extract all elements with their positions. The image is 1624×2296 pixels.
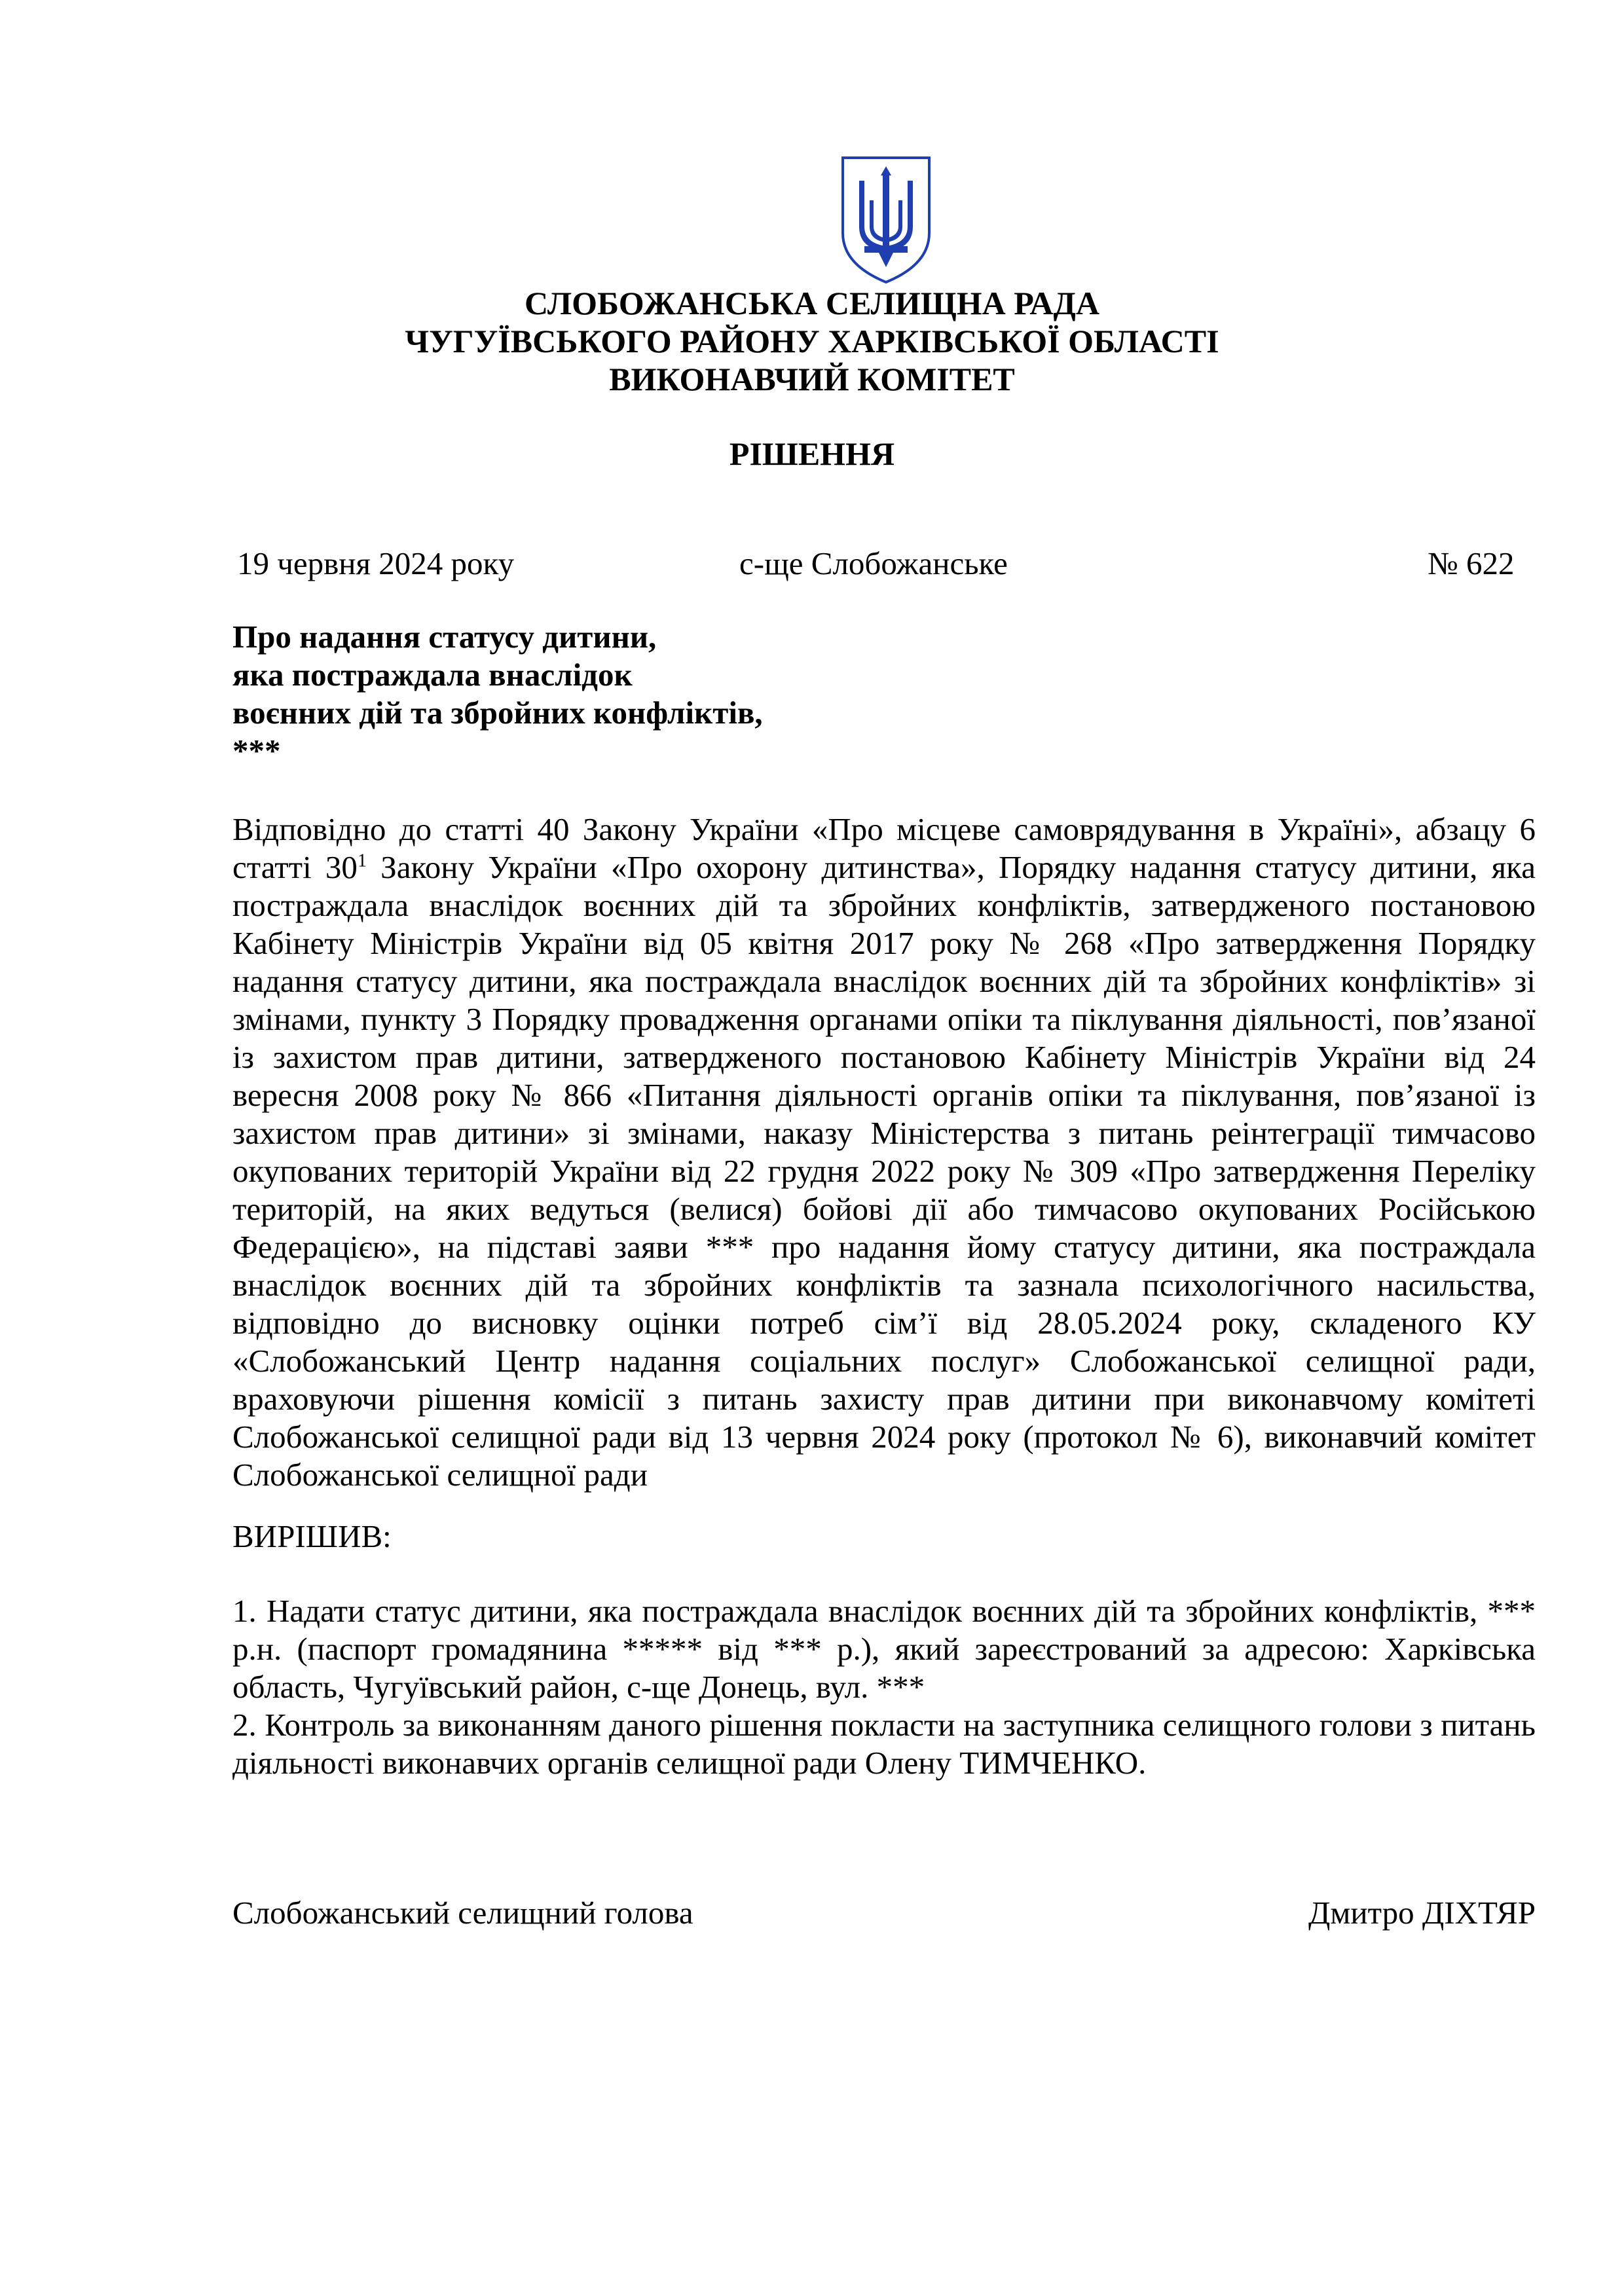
document-type: РІШЕННЯ [729,435,895,472]
decision-label: ВИРІШИВ: [232,1518,392,1554]
title-line-4: *** [232,733,281,769]
document-place: с-ще Слобожанське [739,545,1008,581]
preamble-part-2: Закону України «Про охорону дитинства», Порядку надання статусу дитини, яка постраждала внаслідок воєнних дій та збройних конфліктів, затвердженого постановою Кабінету Міністрів України від 05 квітня 2017 року № 268 «Про затвердження Порядку надання статусу дитини, яка постраждала внаслідок воєнних дій та збройних конфліктів» зі змінами, пункту 3 Порядку провадження органами опіки та піклування діяльності, пов’язаної із захистом прав дитини, затвердженого постановою Кабінету Міністрів України від 24 вересня 2008 року № 866 «Питання діяльності органів опіки та піклування, пов’язаної із захистом прав дитини» зі змінами, наказу Міністерства з питань реінтеграції тимчасово окупованих територій України від 22 грудня 2022 року № 309 «Про затвердження Переліку територій, на яких ведуться (велися) бойові дії або тимчасово окупованих Російською Федерацією», на підставі заяви *** про надання йому статусу дитини, яка постраждала внаслідок воєнних дій та збройних конфліктів та зазнала психологічного насильства, відповідно до висновку оцінки потреб сім’ї від 28.05.2024 року, складеного КУ «Слобожанський Центр надання соціальних послуг» Слобожанської селищної ради, враховуючи рішення комісії з питань захисту прав дитини при виконавчому комітеті Слобожанської селищної ради від 13 червня 2024 року (протокол № 6), виконавчий комітет Слобожанської селищної ради [232,849,1536,1493]
decision-item-2: 2. Контроль за виконанням даного рішення покласти на заступника селищного голови з питань діяльності виконавчих органів селищної ради Олену ТИМЧЕНКО. [232,1707,1536,1781]
decision-item-1: 1. Надати статус дитини, яка постраждала внаслідок воєнних дій та збройних конфліктів, *** р.н. (паспорт громадянина ***** від *** р.), який зареєстрований за адресою: Харківська область, Чугуївський район, с-ще Донець, вул. *** [232,1593,1536,1705]
organization-header [0,284,1624,398]
preamble-part-1: Відповідно до статті 40 Закону України «Про місцеве самоврядування в Україні», абзацу 6 статті 30 [232,811,1536,885]
preamble-text [232,811,1536,1494]
preamble-paragraph [232,811,1536,1494]
title-line-1: Про надання статусу дитини, [232,619,657,655]
coat-of-arms-of-ukraine-icon [840,155,932,285]
header-line-2: ЧУГУЇВСЬКОГО РАЙОНУ ХАРКІВСЬКОЇ ОБЛАСТІ [405,323,1219,359]
title-line-3: воєнних дій та збройних конфліктів, [232,695,763,731]
document-title [232,618,763,770]
decision-items [232,1592,1536,1782]
signatory-name: Дмитро ДІХТЯР [1308,1895,1536,1931]
title-line-2: яка постраждала внаслідок [232,657,633,693]
document-date: 19 червня 2024 року [237,545,515,581]
document-number: № 622 [1428,545,1515,581]
header-line-1: СЛОБОЖАНСЬКА СЕЛИЩНА РАДА [525,285,1099,321]
preamble-superscript: 1 [357,850,367,871]
header-line-3: ВИКОНАВЧИЙ КОМІТЕТ [609,361,1015,397]
signatory-position: Слобожанський селищний голова [232,1895,693,1931]
